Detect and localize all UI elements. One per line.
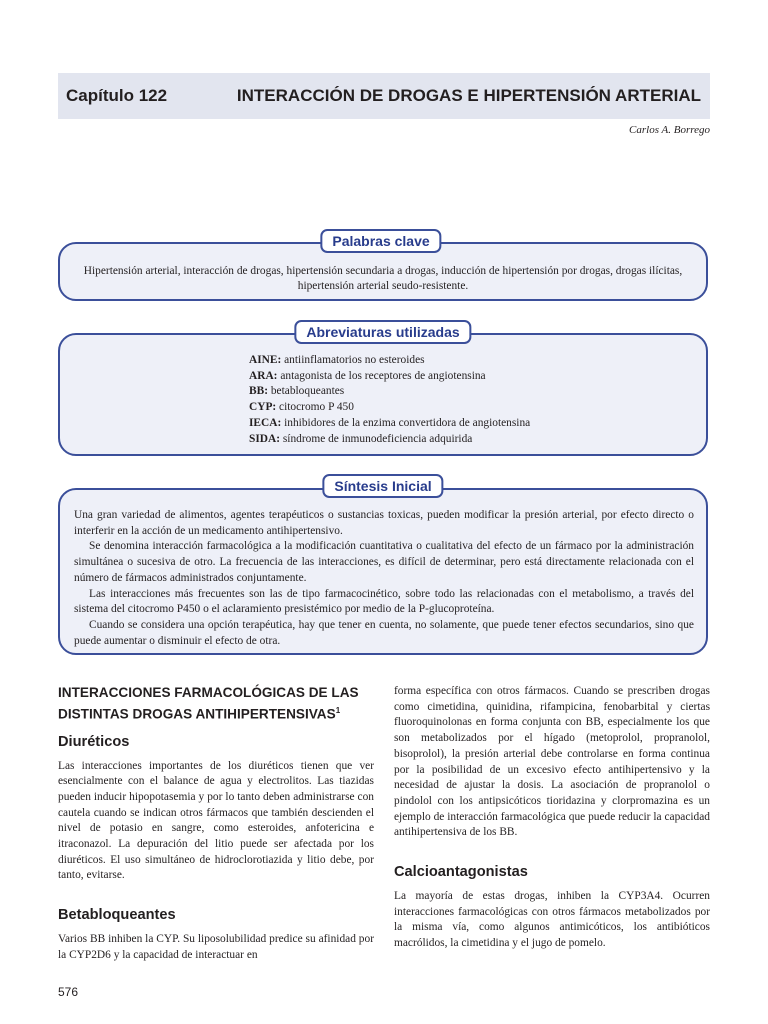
chapter-title: INTERACCIÓN DE DROGAS E HIPERTENSIÓN ARTERIAL <box>236 86 701 105</box>
subsection-title-calcioantagonistas: Calcioantagonistas <box>394 864 528 881</box>
keywords-text: Hipertensión arterial, interacción de drogas, hipertensión secundaria a drogas, inducción de hipertensión por drogas, drogas ilícitas, hipertensión arterial seudo-resistente. <box>83 265 683 292</box>
synthesis-label: Síntesis Inicial <box>322 474 443 498</box>
section-title <box>58 684 374 724</box>
abbreviation-item <box>249 400 530 416</box>
abbreviations-label: Abreviaturas utilizadas <box>294 320 471 344</box>
abbreviation-item <box>249 353 530 369</box>
abbreviation-definition: antagonista de los receptores de angiotensina <box>277 369 486 382</box>
abbreviation-term: SIDA: <box>249 432 281 445</box>
diureticos-paragraph: Las interacciones importantes de los diuréticos tienen que ver esencialmente con el balance de agua y electrolitos. Las tiazidas pueden inducir hipopotasemia y por lo tanto deben administrarse con cautela cuando se indican otros fármacos que también descienden el nivel de potasio en sangre, como esteroides, anfotericina e itraconazol. La depuración del litio puede ser afectada por los diuréticos. El uso simultáneo de hidroclorotiazida y litio debe, por tanto, evitarse. <box>58 759 374 882</box>
abbreviation-term: ARA: <box>249 369 278 382</box>
chapter-number: Capítulo 122 <box>66 86 168 105</box>
subsection-title-betabloqueantes: Betabloqueantes <box>58 907 176 924</box>
calcioantagonistas-paragraph: La mayoría de estas drogas, inhiben la CYP3A4. Ocurren interacciones farmacológicas con otros fármacos metabolizados por la misma vía, como algunos antimicóticos, los antibióticos macrólidos, la cimetidina y el jugo de pomelo. <box>394 890 710 950</box>
right-column <box>394 684 710 952</box>
left-column <box>58 684 374 964</box>
abbreviation-term: BB: <box>249 385 268 398</box>
page-number: 576 <box>58 985 79 999</box>
abbreviation-definition: citocromo P 450 <box>276 401 354 414</box>
betabloqueantes-paragraph: Varios BB inhiben la CYP. Su liposolubilidad predice su afinidad por la CYP2D6 y la capacidad de interactuar en <box>58 933 374 961</box>
abbreviation-item <box>249 384 530 400</box>
abbreviation-term: CYP: <box>249 401 277 414</box>
abbreviations-list <box>249 353 530 447</box>
synthesis-text <box>74 508 694 649</box>
author: Carlos A. Borrego <box>629 124 710 136</box>
synthesis-paragraph: Las interacciones más frecuentes son las de tipo farmacocinético, sobre todo las relacionadas con el metabolismo, a través del sistema del citocromo P450 o el aclaramiento presistémico por medio de la P-glucoproteína. <box>74 587 694 616</box>
abbreviation-term: AINE: <box>249 354 282 366</box>
synthesis-paragraph: Una gran variedad de alimentos, agentes terapéuticos o sustancias toxicas, pueden modificar la presión arterial, por efecto directo o interferir en la acción de un medicamento antihipertensivo. <box>74 509 694 537</box>
abbreviation-item <box>249 369 530 385</box>
abbreviation-item <box>249 432 530 448</box>
keywords-label: Palabras clave <box>320 229 441 253</box>
subsection-title-diureticos: Diuréticos <box>58 733 130 750</box>
section-footnote-ref: 1 <box>335 706 341 715</box>
section-title-text: INTERACCIONES FARMACOLÓGICAS DE LAS DISTINTAS DROGAS ANTIHIPERTENSIVAS <box>58 685 359 722</box>
chapter-header-bar <box>58 73 710 119</box>
abbreviation-term: IECA: <box>249 416 282 429</box>
abbreviations-box <box>58 333 708 456</box>
synthesis-box <box>58 488 708 655</box>
abbreviation-definition: betabloqueantes <box>268 385 345 398</box>
abbreviation-item <box>249 416 530 432</box>
synthesis-paragraph: Se denomina interacción farmacológica a la modificación cuantitativa o cualitativa del efecto de un fármaco por la administración simultánea o sucesiva de otro. La frecuencia de las interacciones, es difícil de determinar, pero está directamente relacionada con el número de fármacos administrados conjuntamente. <box>74 540 694 584</box>
abbreviation-definition: antiinflamatorios no esteroides <box>281 354 425 366</box>
abbreviation-definition: inhibidores de la enzima convertidora de angiotensina <box>281 416 531 429</box>
betabloqueantes-continuation: forma específica con otros fármacos. Cuando se prescriben drogas como cimetidina, quinidina, rifampicina, fenobarbital y ciertas fluoroquinolonas en forma conjunta con BB, especialmente los que son metabolizados por el hígado (metoprolol, propranolol, bisoprolol), la presión arterial debe controlarse en forma continua por la posibilidad de un excesivo efecto antihipertensivo y la necesidad de ajustar la dosis. La asociación de propranolol o pindolol con los antipsicóticos tioridazina y clorpromazina es un ejemplo de interacción farmacológica que puede reducir la capacidad antihipertensiva de los BB. <box>394 685 710 839</box>
abbreviation-definition: síndrome de inmunodeficiencia adquirida <box>280 432 473 445</box>
synthesis-paragraph: Cuando se considera una opción terapéutica, hay que tener en cuenta, no solamente, que puede tener efectos secundarios, sino que puede aumentar o disminuir el efecto de otra. <box>74 618 694 647</box>
